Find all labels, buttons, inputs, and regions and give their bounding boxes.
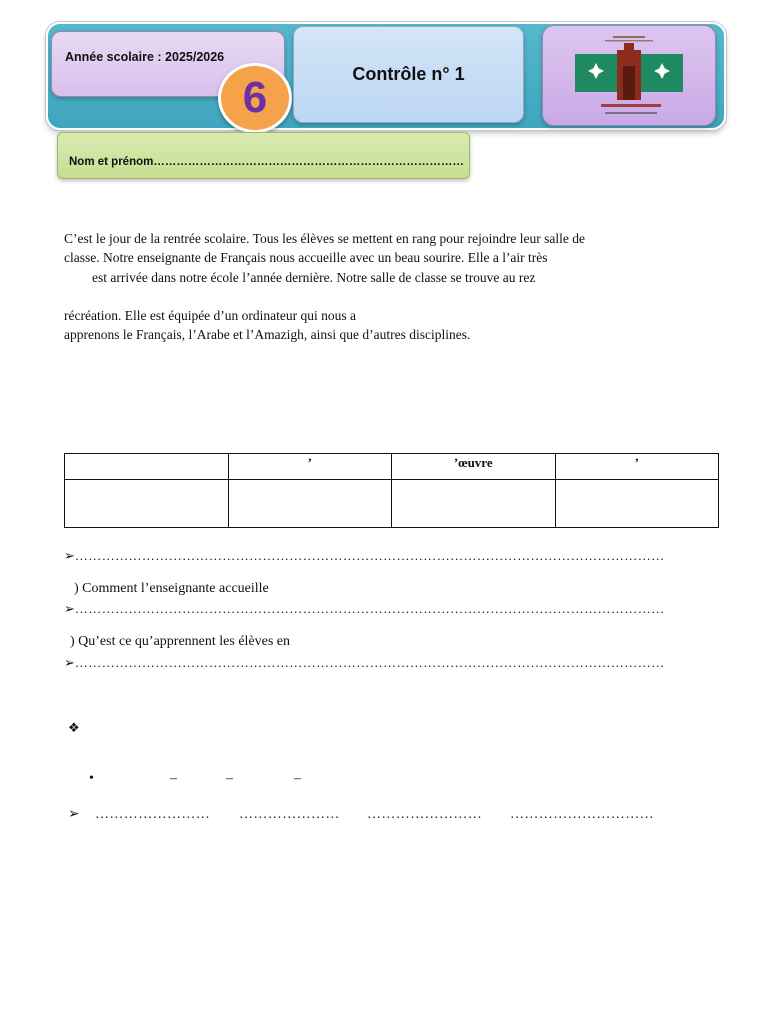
level-badge: 6	[218, 63, 292, 133]
answer-dots: ……………………………………………………………………………………………………………………	[74, 601, 665, 616]
text-line-2: classe. Notre enseignante de Français nous accueille avec un beau sourire. Elle a l’air très	[64, 250, 548, 265]
table-header-cell: ’œuvre	[392, 454, 556, 480]
arrow-icon: ➢	[68, 806, 80, 822]
text-line-5: apprenons le Français, l’Arabe et l’Amazigh, ainsi que d’autres disciplines.	[64, 327, 471, 342]
page-title: Contrôle n° 1	[293, 26, 524, 123]
arrow-icon: ➢	[64, 656, 75, 671]
student-name-label: Nom et prénom………………………………………………………………………	[69, 156, 464, 168]
arrow-icon: ➢	[64, 602, 75, 617]
answer-blank-4[interactable]: …………………………	[510, 807, 654, 822]
question-2: ) Comment l’enseignante accueille	[74, 581, 269, 596]
text-line-3: est arrivée dans notre école l’année dernière. Notre salle de classe se trouve au rez	[92, 270, 536, 285]
answer-dots: ……………………………………………………………………………………………………………………	[74, 655, 665, 670]
table-header-cell: ’	[228, 454, 392, 480]
text-line-1: C’est le jour de la rentrée scolaire. Tous les élèves se mettent en rang pour rejoindre leur salle de	[64, 231, 585, 246]
table-header-cell	[65, 454, 229, 480]
question-3: ) Qu’est ce qu’apprennent les élèves en	[70, 634, 291, 649]
bullet-icon: •	[89, 771, 94, 786]
table-answer-cell[interactable]	[228, 480, 392, 528]
table-header-row	[65, 454, 719, 480]
table-answer-cell[interactable]	[392, 480, 556, 528]
answer-dots: ……………………………………………………………………………………………………………………	[74, 548, 665, 563]
text-line-4: récréation. Elle est équipée d’un ordinateur qui nous a	[64, 308, 357, 323]
arrow-icon: ➢	[64, 549, 75, 564]
school-year: Année scolaire : 2025/2026	[65, 50, 225, 64]
answer-blank-1[interactable]: ……………………	[95, 807, 211, 822]
answer-line-3[interactable]	[64, 655, 665, 672]
school-logo	[542, 25, 716, 126]
dash-separator: –	[294, 771, 301, 786]
vocabulary-table	[64, 453, 719, 528]
diamond-bullet-icon: ❖	[68, 721, 80, 736]
dash-separator: –	[170, 771, 177, 786]
table-answer-cell[interactable]	[65, 480, 229, 528]
answer-blank-3[interactable]: ……………………	[367, 807, 483, 822]
answer-line-1[interactable]	[64, 548, 665, 565]
dash-separator: –	[226, 771, 233, 786]
answer-blank-2[interactable]: …………………	[239, 807, 340, 822]
table-row	[65, 480, 719, 528]
table-header-cell: ’	[555, 454, 719, 480]
table-answer-cell[interactable]	[555, 480, 719, 528]
student-name-field[interactable]	[57, 132, 470, 179]
school-logo-icon	[543, 26, 715, 125]
answer-line-2[interactable]	[64, 601, 665, 618]
